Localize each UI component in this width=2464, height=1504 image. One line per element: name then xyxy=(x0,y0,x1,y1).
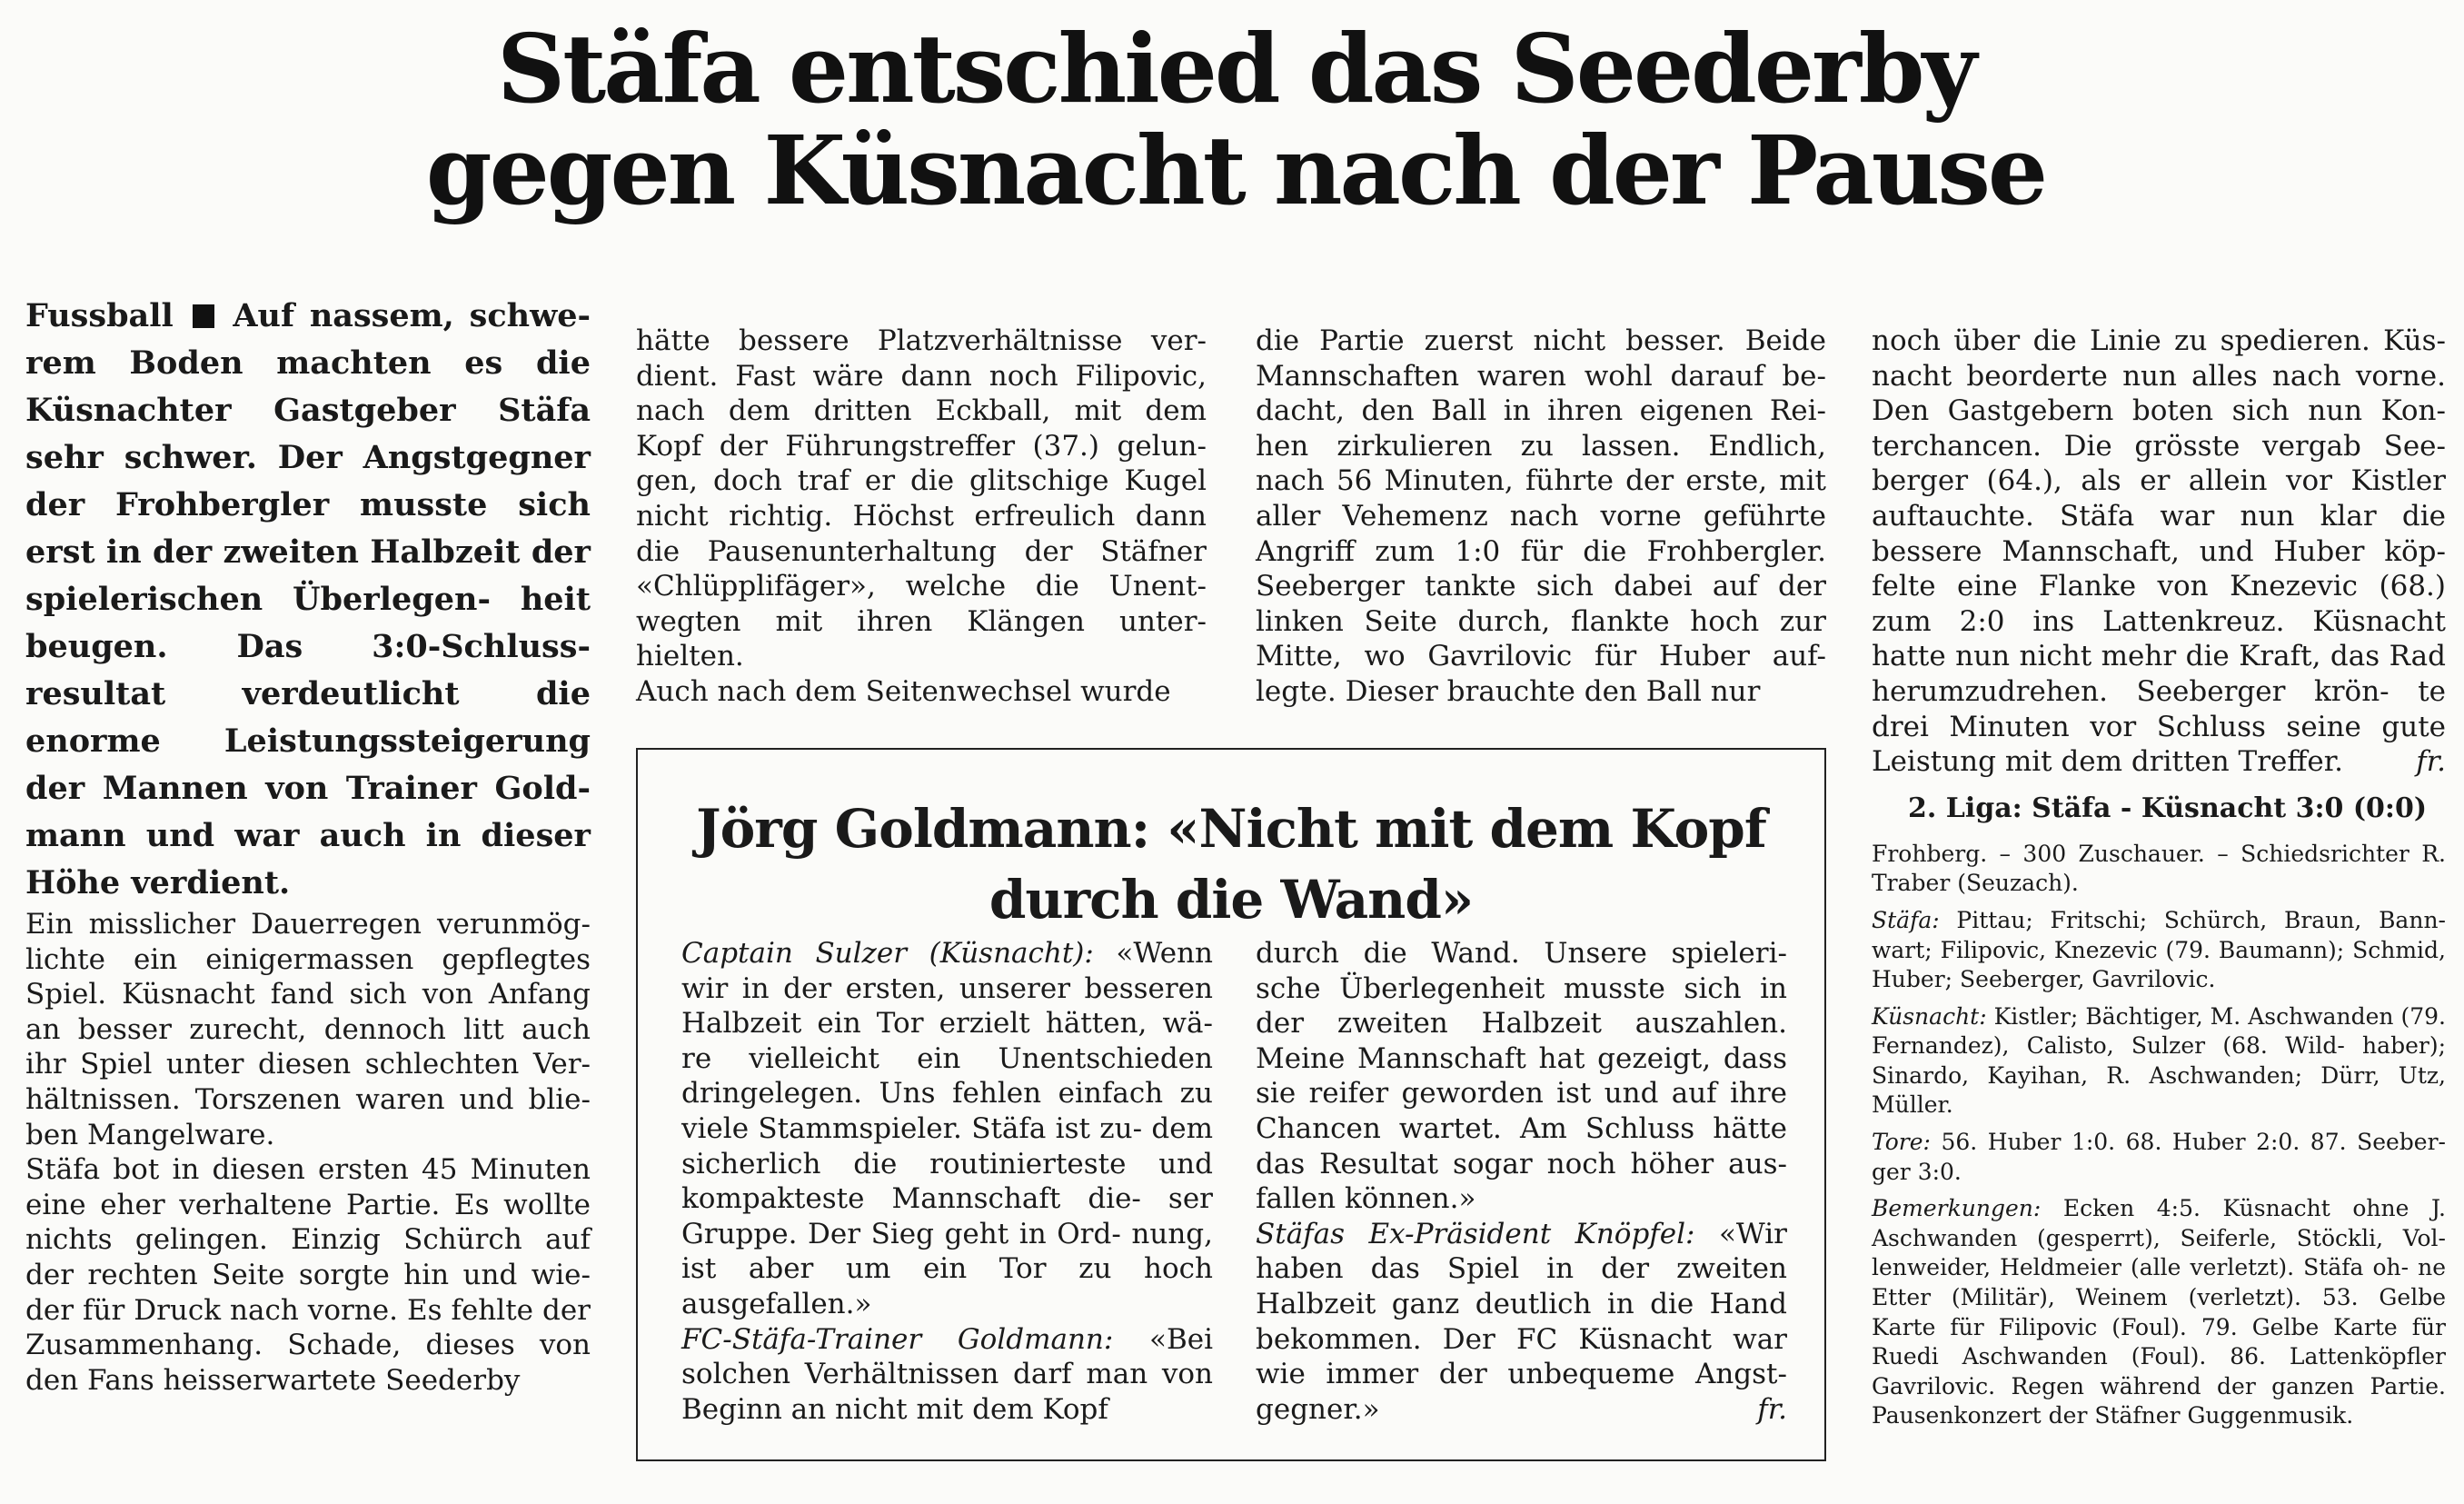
box-stafa: Stäfa: Pittau; Fritschi; Schürch, Braun, Bann- wart; Filipovic, Knezevic (79. Baumann); Schmid, Huber; Seeberger, Gavrilovic. xyxy=(1872,906,2446,993)
square-bullet-icon xyxy=(193,304,214,328)
quote-sulzer: Captain Sulzer (Küsnacht): «Wenn wir in der ersten, unserer besseren Halbzeit ein Tor erzielt hätten, wä- re vielleicht ein Unentschieden dringelegen. Uns fehlen einfach zu viele Stammspieler. Stäfa ist zu- dem sicherlich die routinierteste und kompakteste Mannschaft die- ser Gruppe. Der Sieg geht in Ord- nung, ist aber um ein Tor zu hoch ausgefallen.» xyxy=(681,937,1213,1320)
col4-paragraph-1 xyxy=(1872,324,2446,780)
rubric-label: Fussball xyxy=(25,297,174,334)
lead-paragraph xyxy=(25,293,591,907)
quote-goldmann-cont: durch die Wand. Unsere spieleri- sche Überlegenheit musste sich in der zweiten Halbzeit auszahlen. Meine Mannschaft hat gezeigt, dass sie reifer geworden ist und auf ihre Chancen wartet. Am Schluss hätte das Resultat sogar noch höher aus- fallen können.» xyxy=(1256,937,1787,1216)
interview-col-left xyxy=(681,936,1213,1427)
column-4 xyxy=(1872,324,2446,1439)
interview-signature: fr. xyxy=(1757,1393,1787,1427)
column-2 xyxy=(636,324,1207,710)
headline-line-1: Stäfa entschied das Seederby xyxy=(497,13,1974,125)
col4-text: noch über die Linie zu spedieren. Küs- nacht beorderte nun alles nach vorne. Den Gastgebern boten sich nun Kon- terchancen. Die grösste vergab See- berger (64.), als er allein vor Kistler auftauchte. Stäfa war nun klar die bessere Mannschaft, und Huber köp- felte eine Flanke von Knezevic (68.) zum 2:0 ins Lattenkreuz. Küsnacht hatte nun nicht mehr die Kraft, das Rad herumzudrehen. Seeberger krön- te drei Minuten vor Schluss seine gute Leistung mit dem dritten Treffer. xyxy=(1872,324,2446,779)
col2-paragraph-2: Auch nach dem Seitenwechsel wurde xyxy=(636,674,1171,708)
score-title: 2. Liga: Stäfa - Küsnacht 3:0 (0:0) xyxy=(1908,792,2428,824)
lead-text: Auf nassem, schwe- rem Boden machten es die Küsnachter Gastgeber Stäfa sehr schwer. Der Angstgegner der Frohbergler musste sich erst in der zweiten Halbzeit der spielerischen Überlegen- heit beugen. Das 3:0-Schluss- resultat verdeutlicht die enorme Leistungssteigerung der Mannen von Trainer Gold- mann und war auch in dieser Höhe verdient. xyxy=(25,297,591,901)
interview-col-right xyxy=(1256,936,1787,1428)
col3-paragraph-1: die Partie zuerst nicht besser. Beide Mannschaften waren wohl darauf be- dacht, den Ball in ihren eigenen Rei- hen zirkulieren zu lassen. Endlich, nach 56 Minuten, führte der erste, mit aller Vehemenz nach vorne geführte Angriff zum 1:0 für die Frohbergler. Seeberger tankte sich dabei auf der linken Seite durch, flankte hoch zur Mitte, wo Gavrilovic für Huber auf- legte. Dieser brauchte den Ball nur xyxy=(1256,324,1826,708)
headline-line-2: gegen Küsnacht nach der Pause xyxy=(425,115,2046,226)
col4-signature: fr. xyxy=(2416,745,2446,779)
col1-paragraph-2: Stäfa bot in diesen ersten 45 Minuten eine eher verhaltene Partie. Es wollte nichts gelingen. Einzig Schürch auf der rechten Seite sorgte hin und wie- der für Druck nach vorne. Es fehlte der Zusammenhang. Schade, dieses von den Fans heisserwartete Seederby xyxy=(25,1153,591,1397)
interview-box xyxy=(636,748,1826,1461)
quote-knoepfel: Stäfas Ex-Präsident Knöpfel: «Wir haben das Spiel in der zweiten Halbzeit ganz deutlich in die Hand bekommen. Der FC Küsnacht war wie immer der unbequeme Angst- gegner.» xyxy=(1256,1217,1787,1426)
quote-goldmann: FC-Stäfa-Trainer Goldmann: «Bei solchen Verhältnissen darf man von Beginn an nicht mit dem Kopf xyxy=(681,1322,1213,1426)
headline xyxy=(345,13,2126,226)
column-3 xyxy=(1256,324,1826,710)
col1-paragraph-1: Ein misslicher Dauerregen verunmög- lichte ein einigermassen gepflegtes Spiel. Küsnacht fand sich von Anfang an besser zurecht, dennoch litt auch ihr Spiel unter diesen schlechten Ver- hältnissen. Torszenen waren und blie- ben Mangelware. xyxy=(25,908,591,1151)
boxscore xyxy=(1872,840,2446,1431)
box-kusnacht: Küsnacht: Kistler; Bächtiger, M. Aschwanden (79. Fernandez), Calisto, Sulzer (68. Wild- haber); Sinardo, Kayihan, R. Aschwanden; Dürr, Utz, Müller. xyxy=(1872,1002,2446,1119)
box-venue: Frohberg. – 300 Zuschauer. – Schiedsrichter R. Traber (Seuzach). xyxy=(1872,840,2446,897)
bleed-through-left xyxy=(27,27,336,209)
interview-title-line-1: Jörg Goldmann: «Nicht mit dem Kopf xyxy=(696,798,1766,860)
box-bemerkungen: Bemerkungen: Ecken 4:5. Küsnacht ohne J. Aschwanden (gesperrt), Seiferle, Stöckli, Vol- lenweider, Heldmeier (alle verletzt). Stäfa oh- ne Etter (Militär), Weinem (verletzt). 53. Gelbe Karte für Filipovic (Foul). 79. Gelbe Karte für Ruedi Aschwanden (Foul). 86. Lattenköpfler Gavrilovic. Regen während der ganzen Partie. Pausenkonzert der Stäfner Guggenmusik. xyxy=(1872,1195,2446,1429)
interview-title-line-2: durch die Wand» xyxy=(989,869,1474,931)
interview-title xyxy=(638,793,1824,935)
column-1 xyxy=(25,293,591,1398)
col2-paragraph-1: hätte bessere Platzverhältnisse ver- dient. Fast wäre dann noch Filipovic, nach dem dritten Eckball, mit dem Kopf der Führungstreffer (37.) gelun- gen, doch traf er die glitschige Kugel nicht richtig. Höchst erfreulich dann die Pausenunterhaltung der Stäfner «Chlüpplifäger», welche die Unent- wegten mit ihren Klängen unter- hielten. xyxy=(636,324,1207,673)
box-tore: Tore: 56. Huber 1:0. 68. Huber 2:0. 87. Seeber- ger 3:0. xyxy=(1872,1129,2447,1185)
